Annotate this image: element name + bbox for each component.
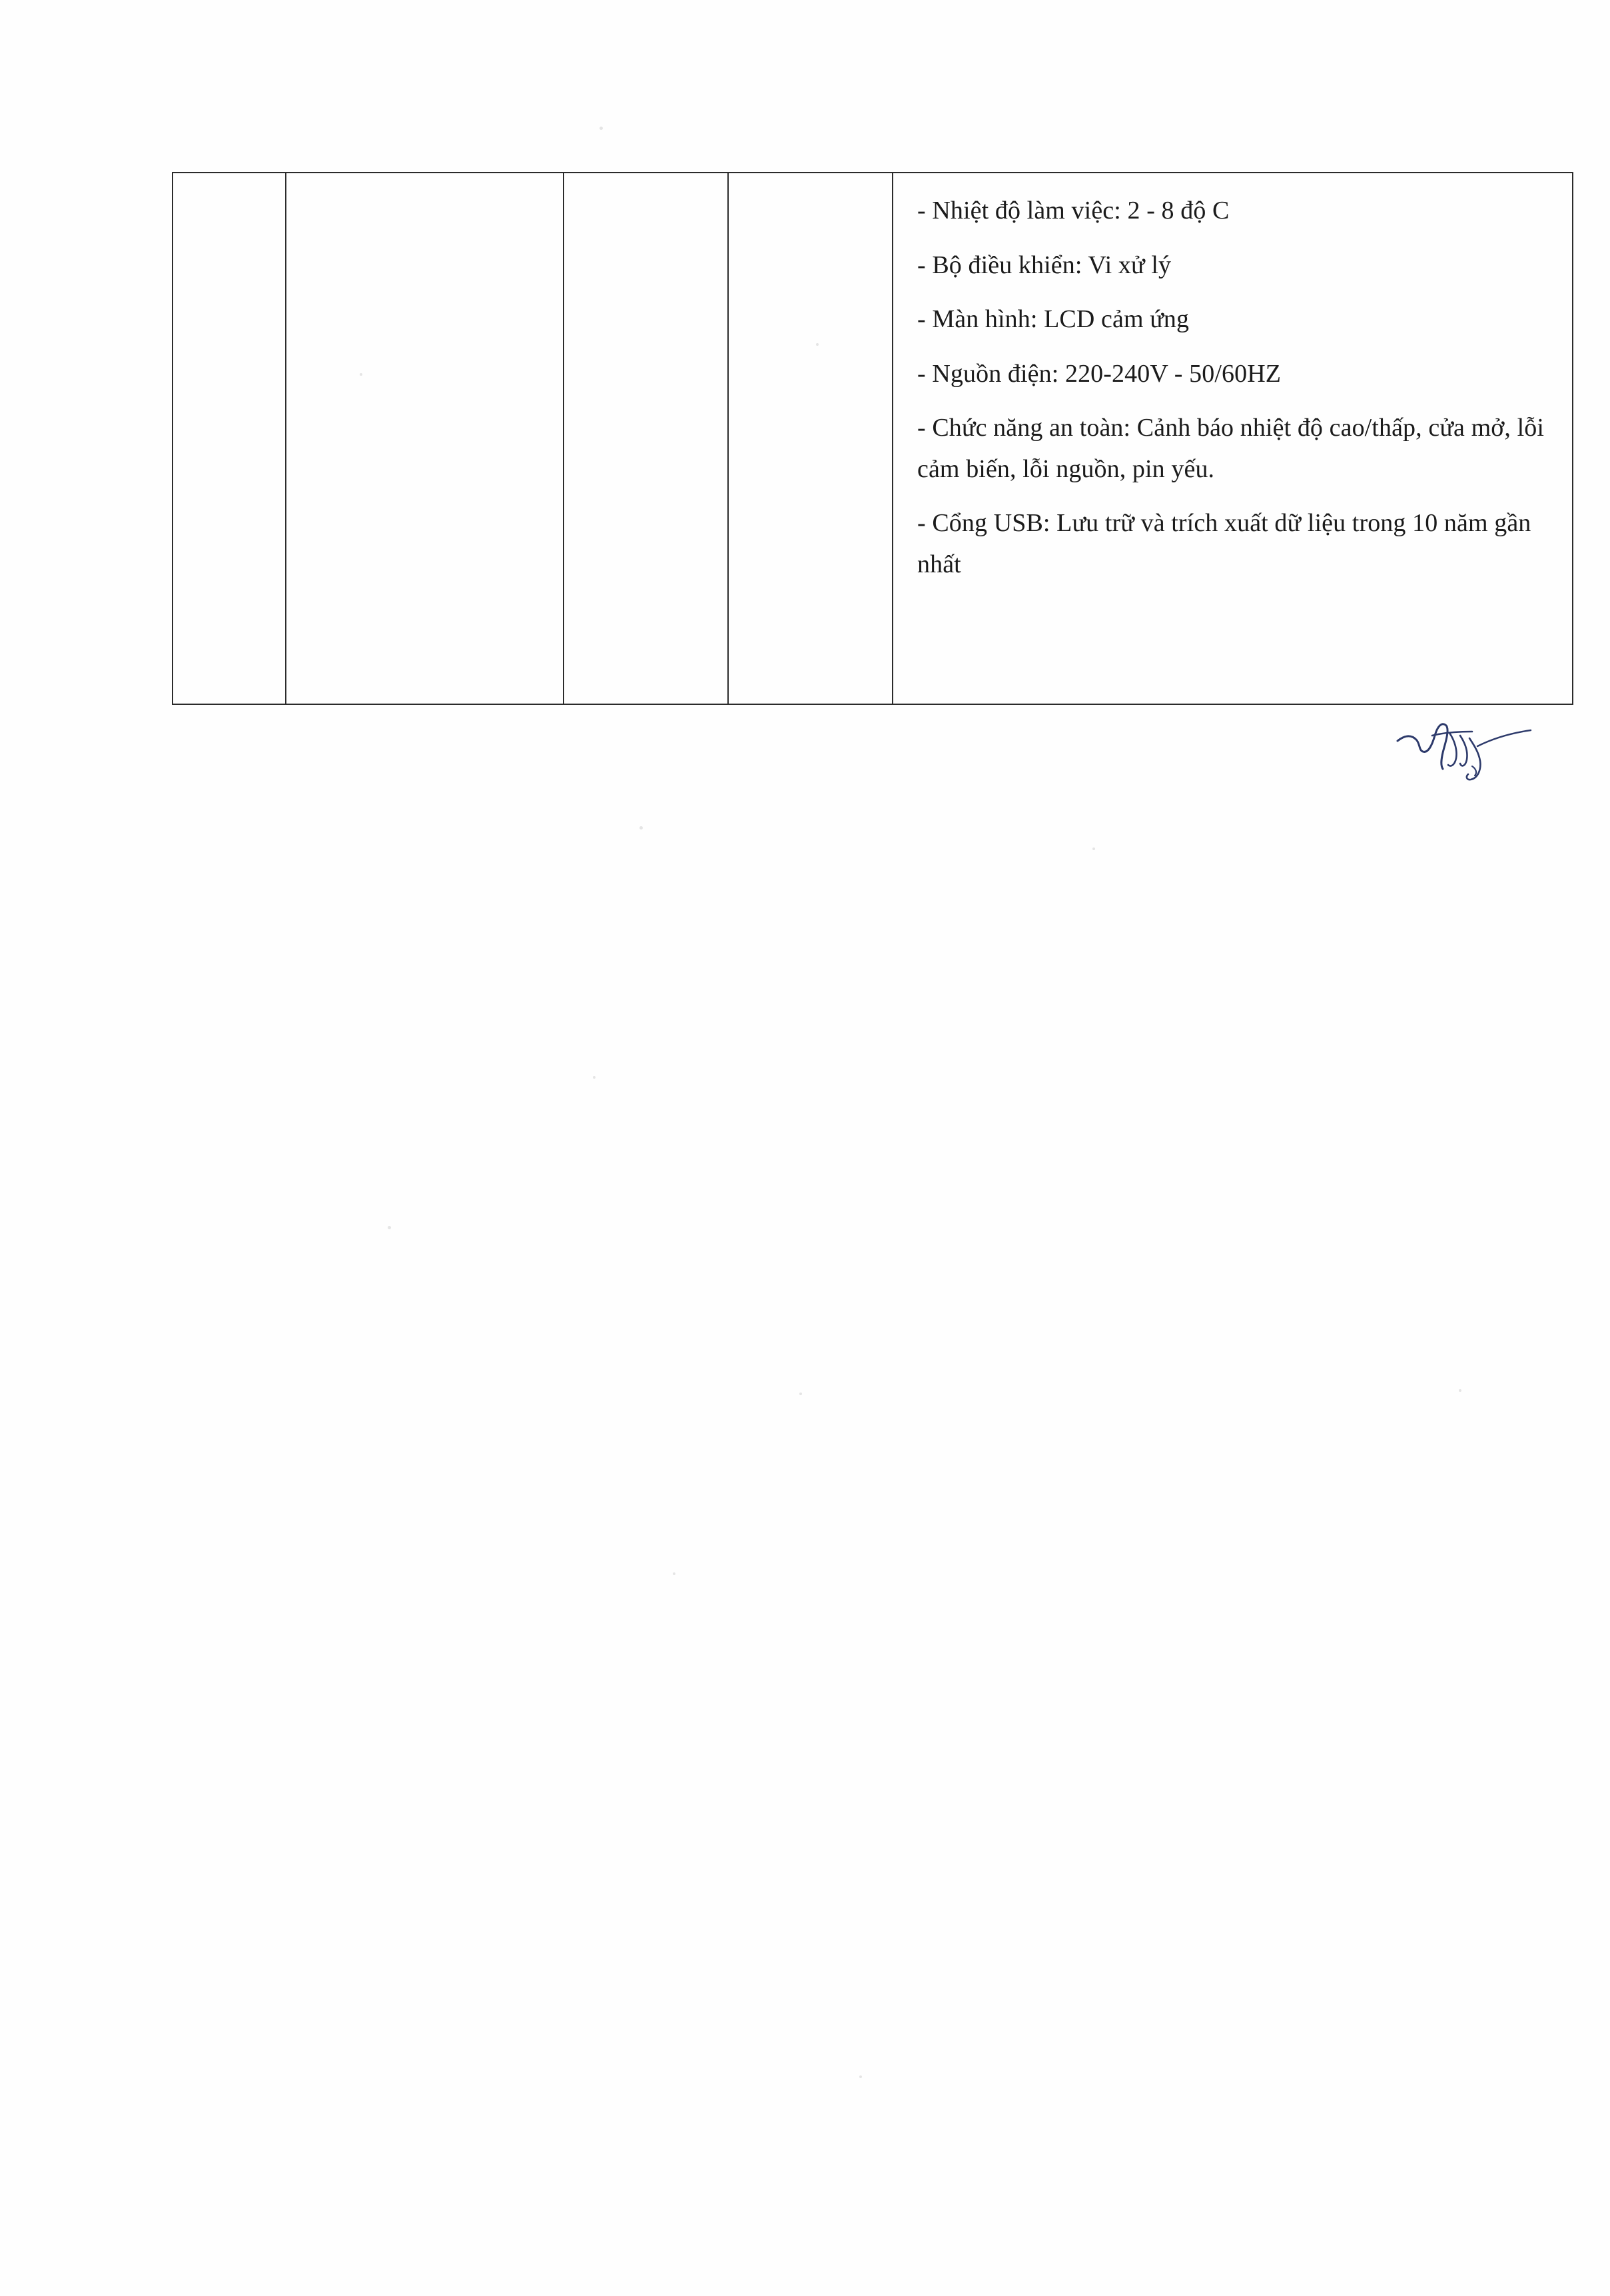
scan-speck bbox=[859, 2075, 862, 2078]
spec-line-temperature: - Nhiệt độ làm việc: 2 - 8 độ C bbox=[917, 197, 1230, 225]
scan-speck bbox=[639, 826, 643, 830]
scan-speck bbox=[593, 1076, 596, 1079]
scan-speck bbox=[799, 1393, 802, 1395]
spec-line-power: - Nguồn điện: 220-240V - 50/60HZ bbox=[917, 359, 1282, 388]
scan-speck bbox=[1092, 848, 1095, 850]
handwritten-signature bbox=[1394, 718, 1553, 798]
table-cell-quantity bbox=[728, 173, 893, 704]
table-cell-stt bbox=[173, 173, 286, 704]
cell-content-empty-1 bbox=[173, 173, 285, 704]
specification-list bbox=[893, 173, 1572, 605]
spec-line-display: - Màn hình: LCD cảm ứng bbox=[917, 305, 1190, 334]
spec-line-controller: - Bộ điều khiển: Vi xử lý bbox=[917, 251, 1172, 279]
table-cell-name bbox=[286, 173, 564, 704]
spec-line-safety: - Chức năng an toàn: Cảnh báo nhiệt độ cao/thấp, cửa mở, lỗi cảm biến, lỗi nguồn, pin yếu. bbox=[917, 414, 1545, 483]
specification-table bbox=[172, 172, 1573, 705]
cell-content-empty-4 bbox=[729, 173, 892, 704]
table-row bbox=[173, 173, 1573, 704]
scan-speck bbox=[388, 1226, 391, 1229]
cell-content-empty-3 bbox=[564, 173, 727, 704]
scan-speck bbox=[600, 127, 603, 130]
scan-speck bbox=[673, 1572, 675, 1575]
table-cell-unit bbox=[564, 173, 728, 704]
table-cell-specifications bbox=[893, 173, 1573, 704]
spec-line-usb: - Cổng USB: Lưu trữ và trích xuất dữ liệu trong 10 năm gần nhất bbox=[917, 509, 1531, 578]
scan-speck bbox=[1459, 1389, 1461, 1392]
cell-content-empty-2 bbox=[286, 173, 563, 704]
